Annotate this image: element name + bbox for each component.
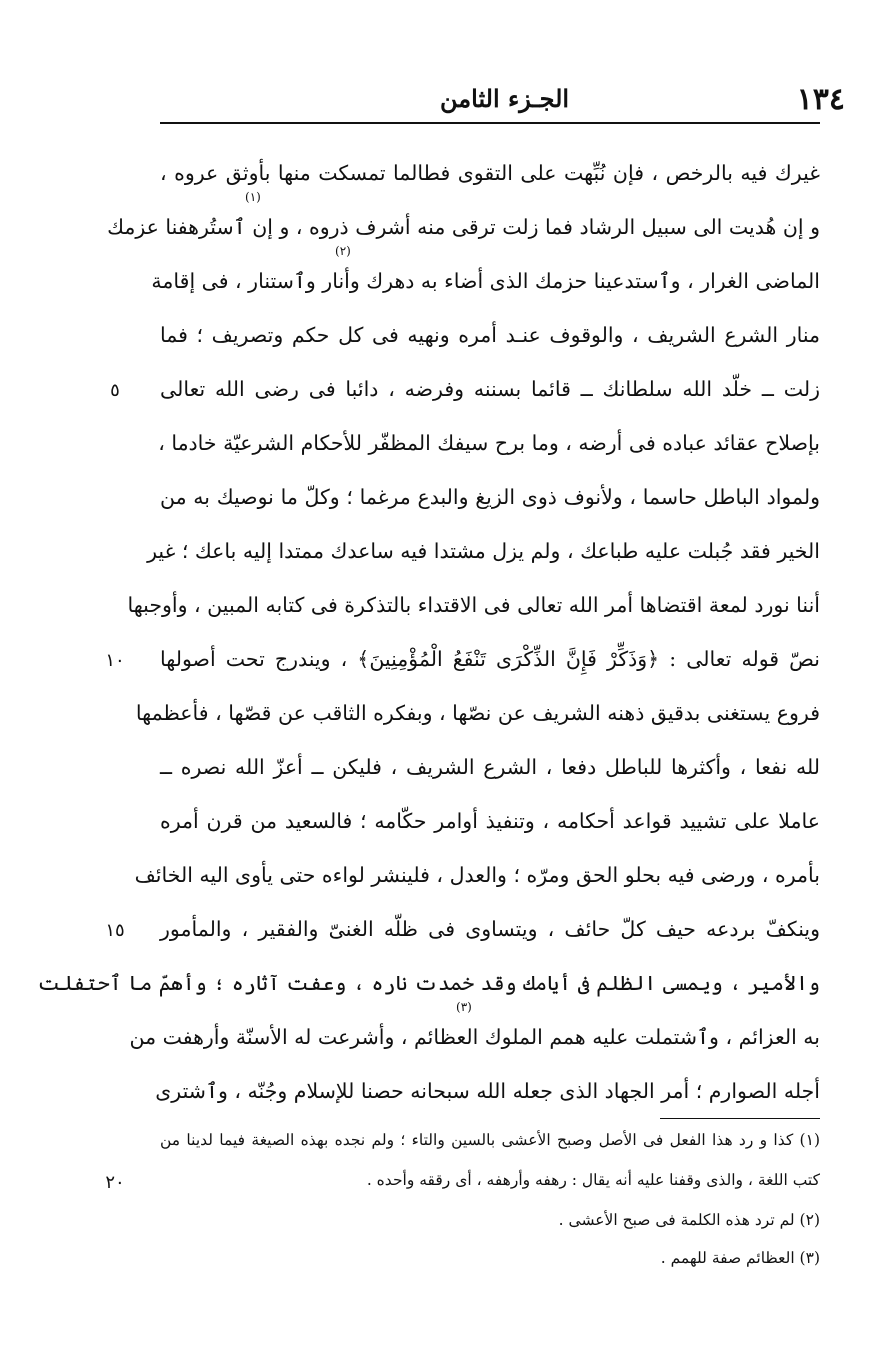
body-line-12: لله نفعا ، وأكثرها للباطل دفعا ، الشرع الشريف ، فليكن ــ أعزّ الله نصره ــ xyxy=(160,755,820,779)
footnote-1-line-1: (١) كذا و رد هذا الفعل فى الأصل وصبح الأعشى بالسين والتاء ؛ ولم نجده بهذه الصيغة فيما لدينا من xyxy=(160,1131,820,1149)
body-line-17: به العزائم ، وٱشتملت عليه همم الملوك العظائم ، وأشرعت له الأسنّة وأرهفت من xyxy=(129,1025,820,1049)
body-line-9: أننا نورد لمعة اقتضاها أمر الله تعالى فى الاقتداء بالتذكرة فى كتابه المبين ، وأوجبها xyxy=(127,593,820,617)
body-line-7: ولمواد الباطل حاسما ، ولأنوف ذوى الزيغ والبدع مرغما ؛ وكلّ ما نوصيك به من xyxy=(160,485,820,509)
line-number-15: ١٥ xyxy=(105,920,125,941)
body-line-4: منار الشرع الشريف ، والوقوف عنـد أمره ونهيه فى كل حكم وتصريف ؛ فما xyxy=(160,323,820,347)
body-line-11: فروع يستغنى بدقيق ذهنه الشريف عن نصّها ، وبفكره الثاقب عن قصّها ، فأعظمها xyxy=(135,701,820,725)
body-line-2: و إن هُديت الى سبيل الرشاد فما زلت ترقى منه أشرف ذروه ، و إن ٱستُرهفنا عزمك xyxy=(107,215,820,239)
body-line-16: والأمير ، ويمسى الظلم فى أيامك وقد خمدت ناره ، وعفت آثاره ؛ وأهمّ ما ٱحتفلت xyxy=(37,971,820,995)
line-number-10: ١٠ xyxy=(105,650,125,671)
header-rule xyxy=(160,122,820,124)
footnote-2: (٢) لم ترد هذه الكلمة فى صبح الأعشى . xyxy=(558,1211,820,1229)
page-number: ١٣٤ xyxy=(796,82,845,117)
body-line-14: بأمره ، ورضى فيه بحلو الحق ومرّه ؛ والعدل ، فلينشر لواءه حتى يأوى اليه الخائف xyxy=(134,863,820,887)
line-number-20: ٢٠ xyxy=(105,1172,125,1193)
running-header-title: الجـزء الثامن xyxy=(440,84,570,113)
footnote-3: (٣) العظائم صفة للهمم . xyxy=(660,1249,820,1267)
body-line-18: أجله الصوارم ؛ أمر الجهاد الذى جعله الله سبحانه حصنا للإسلام وجُنّه ، وٱشترى xyxy=(155,1079,820,1103)
body-line-10: نصّ قوله تعالى : ﴿وَذَكِّرْ فَإِنَّ الذِّكْرَى تَنْفَعُ الْمُؤْمِنِينَ﴾ ، ويندرج تحت أصولها xyxy=(160,647,820,671)
body-line-5: زلت ــ خلّد الله سلطانك ــ قائما بسننه وفرضه ، دائبا فى رضى الله تعالى xyxy=(160,377,820,401)
body-line-1: غيرك فيه بالرخص ، فإن نُبِّهت على التقوى فطالما تمسكت منها بأوثق عروه ، xyxy=(160,161,820,185)
footnote-marker-3: (٣) xyxy=(456,1000,472,1014)
body-line-15: وينكفّ بردعه حيف كلّ حائف ، ويتساوى فى ظلّه الغنىّ والفقير ، والمأمور xyxy=(160,917,820,941)
footnote-1-line-2: كتب اللغة ، والذى وقفنا عليه أنه يقال : رهفه وأرهفه ، أى رققه وأحده . xyxy=(366,1171,820,1189)
body-line-8: الخير فقد جُبلت عليه طباعك ، ولم يزل مشتدا فيه ساعدك ممتدا إليه باعك ؛ غير xyxy=(147,539,820,563)
footnote-rule xyxy=(660,1118,820,1119)
body-line-3: الماضى الغرار ، وٱستدعينا حزمك الذى أضاء به دهرك وأنار وٱستنار ، فى إقامة xyxy=(151,269,820,293)
body-line-13: عاملا على تشييد قواعد أحكامه ، وتنفيذ أوامر حكّامه ؛ فالسعيد من قرن أمره xyxy=(160,809,820,833)
footnote-marker-1: (١) xyxy=(245,190,261,204)
line-number-5: ٥ xyxy=(110,380,120,401)
body-line-6: بإصلاح عقائد عباده فى أرضه ، وما برح سيفك المظفّر للأحكام الشرعيّة خادما ، xyxy=(158,431,820,455)
footnote-marker-2: (٢) xyxy=(335,244,351,258)
